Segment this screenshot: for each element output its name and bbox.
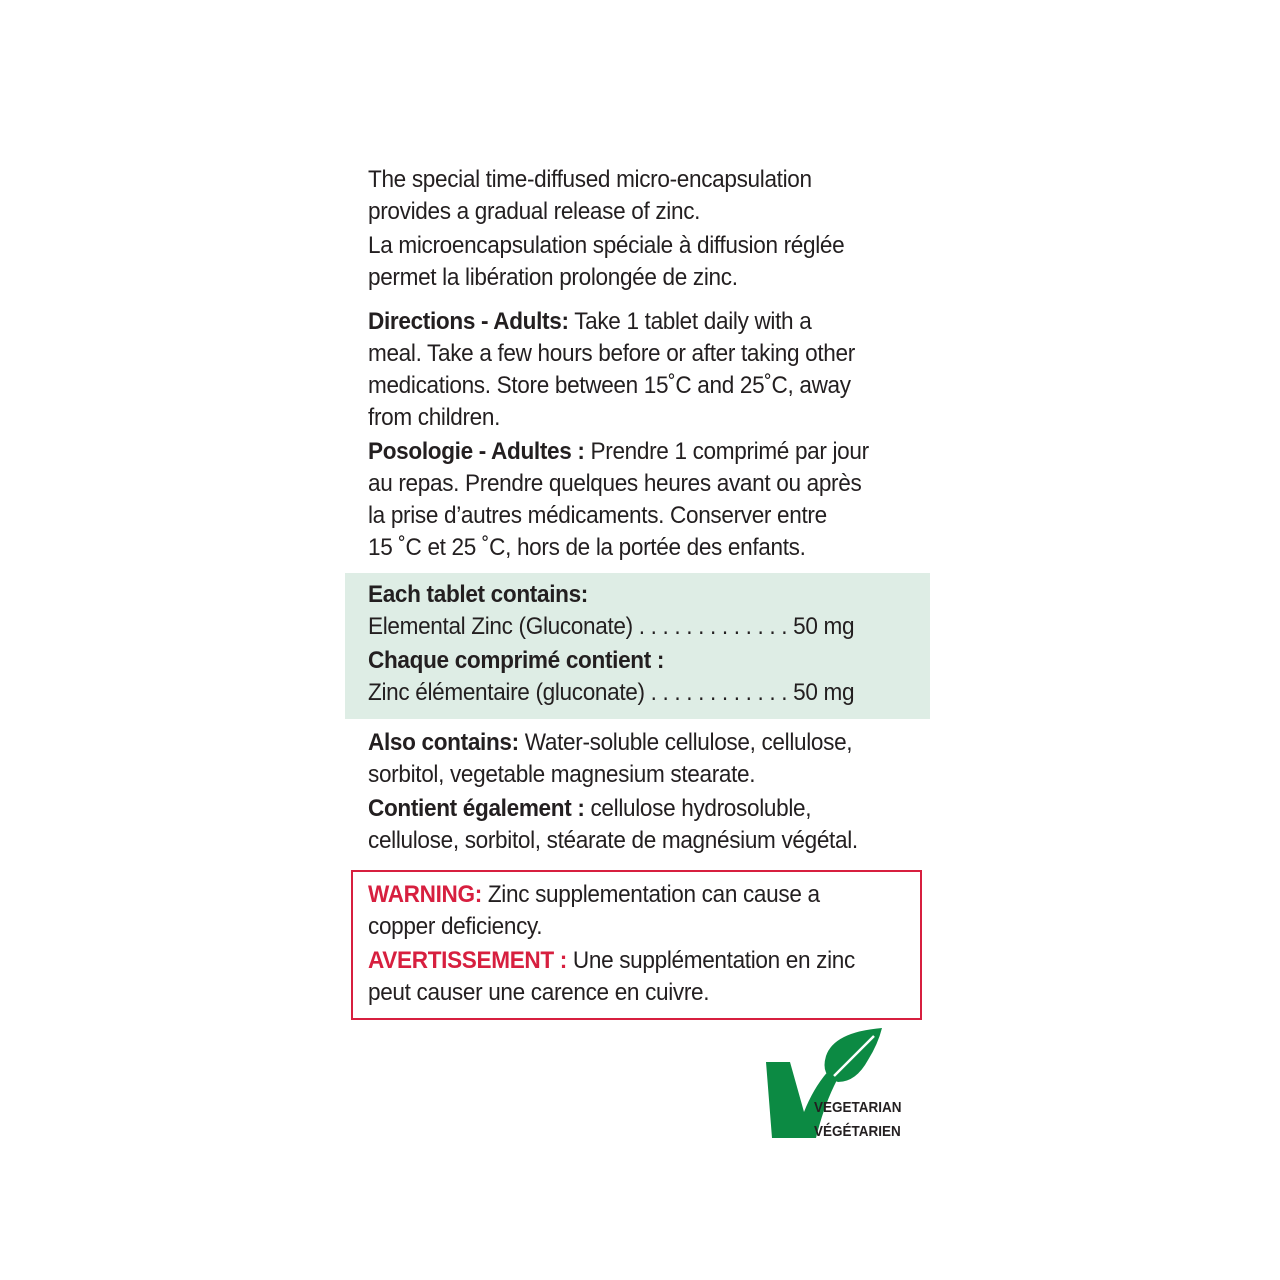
posologie-line-1 — [368, 436, 894, 468]
warning-en-line-2: copper deficiency. — [368, 913, 543, 940]
warning-en-line-1 — [368, 879, 894, 911]
ingredient-dots-en: . . . . . . . . . . . . . — [632, 613, 794, 640]
warning-en-line-1-text: Zinc supplementation can cause a — [481, 881, 820, 908]
posologie-line-1-text: Prendre 1 comprimé par jour — [584, 438, 869, 465]
ingredient-row-en — [368, 611, 894, 643]
directions-line-1-text: Take 1 tablet daily with a — [568, 308, 812, 335]
ingredient-amount-fr: 50 mg — [793, 679, 855, 706]
posologie-line-2: au repas. Prendre quelques heures avant ou après — [368, 470, 862, 497]
ingredient-amount-en: 50 mg — [793, 613, 855, 640]
posologie-line-4: 15 ˚C et 25 ˚C, hors de la portée des enfants. — [368, 534, 806, 561]
directions-label: Directions - Adults: — [368, 308, 569, 335]
warning-label-fr: AVERTISSEMENT : — [368, 947, 567, 974]
release-en-line-2: provides a gradual release of zinc. — [368, 198, 701, 225]
ingredient-row-fr — [368, 677, 894, 709]
vegetarian-label-en: VEGETARIAN — [814, 1099, 902, 1116]
other-ingredients — [368, 727, 894, 857]
also-contains-line-1-text: Water-soluble cellulose, cellulose, — [518, 729, 853, 756]
ingredients-heading-en: Each tablet contains: — [368, 581, 589, 608]
warning-fr-line-2: peut causer une carence en cuivre. — [368, 979, 710, 1006]
vegetarian-logo — [764, 1026, 924, 1142]
vegetarian-text — [814, 1096, 902, 1144]
release-fr-line-2: permet la libération prolongée de zinc. — [368, 264, 738, 291]
contient-line-2: cellulose, sorbitol, stéarate de magnésium végétal. — [368, 827, 858, 854]
ingredient-name-en: Elemental Zinc (Gluconate) — [368, 613, 633, 640]
warning-fr-line-1-text: Une supplémentation en zinc — [566, 947, 855, 974]
directions-line-2: meal. Take a few hours before or after taking other — [368, 340, 855, 367]
release-fr-line-1: La microencapsulation spéciale à diffusion réglée — [368, 232, 845, 259]
directions-line-4: from children. — [368, 404, 501, 431]
directions-line-3: medications. Store between 15˚C and 25˚C, away — [368, 372, 851, 399]
release-en-line-1: The special time-diffused micro-encapsulation — [368, 166, 812, 193]
warning-text — [368, 879, 894, 1009]
contient-line-1 — [368, 793, 894, 825]
posologie-label: Posologie - Adultes : — [368, 438, 585, 465]
warning-fr-line-1 — [368, 945, 894, 977]
label-main-text — [368, 164, 894, 564]
ingredient-dots-fr: . . . . . . . . . . . . — [644, 679, 794, 706]
also-contains-line-1 — [368, 727, 894, 759]
also-contains-line-2: sorbitol, vegetable magnesium stearate. — [368, 761, 756, 788]
contient-line-1-text: cellulose hydrosoluble, — [584, 795, 812, 822]
also-contains-label: Also contains: — [368, 729, 519, 756]
posologie-line-3: la prise d’autres médicaments. Conserver entre — [368, 502, 827, 529]
ingredient-name-fr: Zinc élémentaire (gluconate) — [368, 679, 645, 706]
ingredients-heading-fr: Chaque comprimé contient : — [368, 647, 665, 674]
warning-label-en: WARNING: — [368, 881, 482, 908]
directions-line-1 — [368, 306, 894, 338]
vegetarian-label-fr: VÉGÉTARIEN — [814, 1123, 901, 1140]
contient-label: Contient également : — [368, 795, 585, 822]
ingredients-text — [368, 579, 894, 709]
